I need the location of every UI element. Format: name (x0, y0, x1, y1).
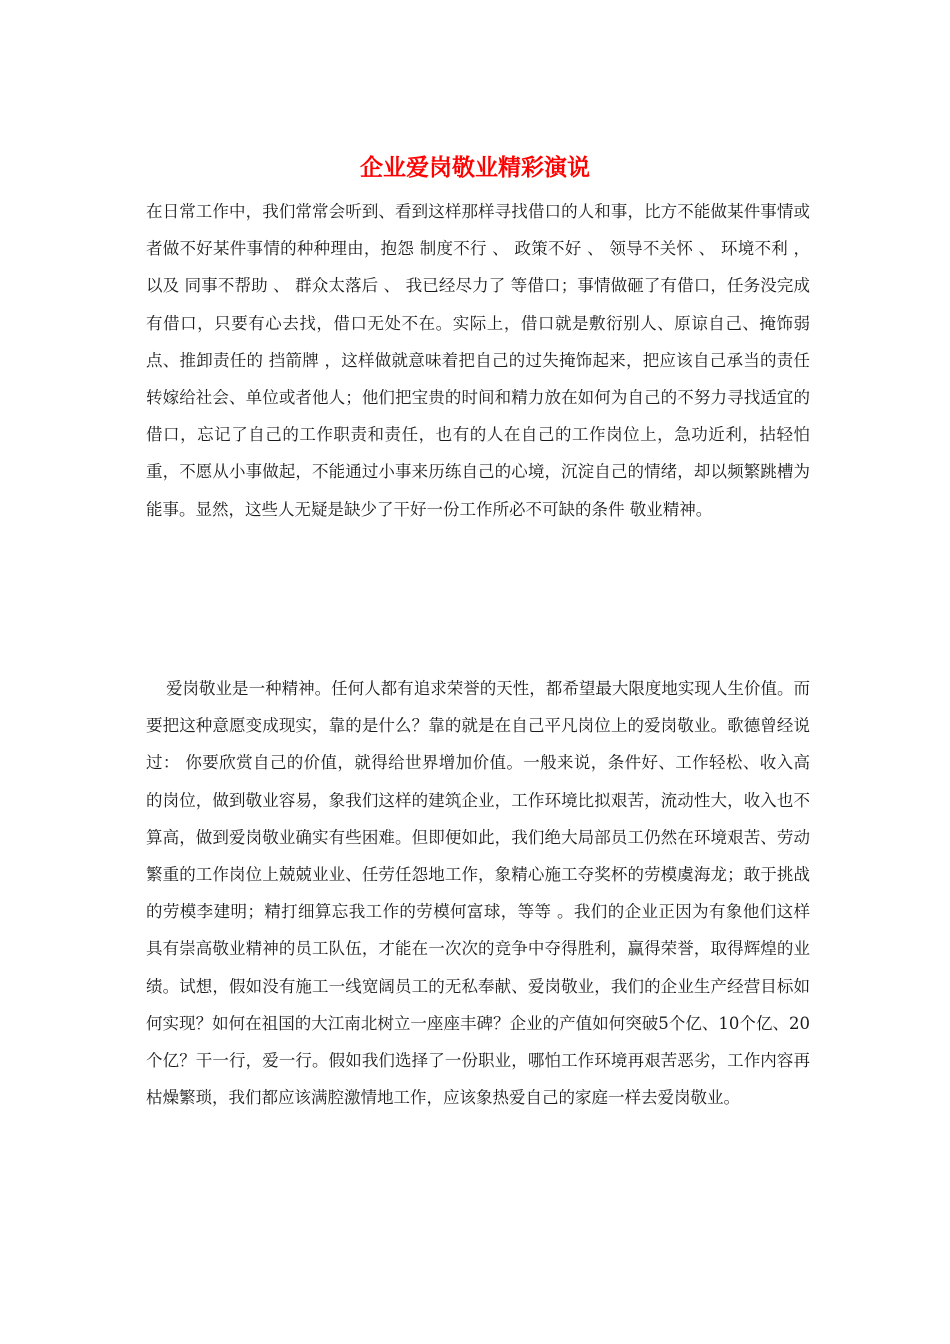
document-title: 企业爱岗敬业精彩演说 (360, 154, 590, 181)
paragraph-1: 在日常工作中，我们常常会听到、看到这样那样寻找借口的人和事，比方不能做某件事情或者做不好某件事情的种种理由，抱怨 制度不行 、 政策不好 、 领导不关怀 、 环境不利 ，以及 同事不帮助 、 群众太落后 、 我已经尽力了 等借口；事情做砸了有借口，任务没完成有借口，只要有心去找，借口无处不在。实际上，借口就是敷衍别人、原谅自己、掩饰弱点、推卸责任的 挡箭牌 ，这样做就意味着把自己的过失掩饰起来，把应该自己承当的责任转嫁给社会、单位或者他人；他们把宝贵的时间和精力放在如何为自己的不努力寻找适宜的借口，忘记了自己的工作职责和责任，也有的人在自己的工作岗位上，急功近利，拈轻怕重，不愿从小事做起，不能通过小事来历练自己的心境，沉淀自己的情绪，却以频繁跳槽为能事。显然，这些人无疑是缺少了干好一份工作所必不可缺的条件 敬业精神。 (146, 202, 810, 519)
paragraph-2: 爱岗敬业是一种精神。任何人都有追求荣誉的天性，都希望最大限度地实现人生价值。而要把这种意愿变成现实，靠的是什么？靠的就是在自己平凡岗位上的爱岗敬业。歌德曾经说过： 你要欣赏自己的价值，就得给世界增加价值。一般来说，条件好、工作轻松、收入高的岗位，做到敬业容易，象我们这样的建筑企业，工作环境比拟艰苦，流动性大，收入也不算高，做到爱岗敬业确实有些困难。但即便如此，我们绝大局部员工仍然在环境艰苦、劳动繁重的工作岗位上兢兢业业、任劳任怨地工作，象精心施工夺奖杯的劳模虞海龙；敢于挑战的劳模李建明；精打细算忘我工作的劳模何富球，等等 。我们的企业正因为有象他们这样具有崇高敬业精神的员工队伍，才能在一次次的竞争中夺得胜利，赢得荣誉，取得辉煌的业绩。试想，假如没有施工一线宽阔员工的无私奉献、爱岗敬业，我们的企业生产经营目标如何实现？如何在祖国的大江南北树立一座座丰碑？企业的产值如何突破5个亿、10个亿、20个亿？干一行，爱一行。假如我们选择了一份职业，哪怕工作环境再艰苦恶劣，工作内容再枯燥繁琐，我们都应该满腔激情地工作，应该象热爱自己的家庭一样去爱岗敬业。 (146, 679, 810, 1108)
